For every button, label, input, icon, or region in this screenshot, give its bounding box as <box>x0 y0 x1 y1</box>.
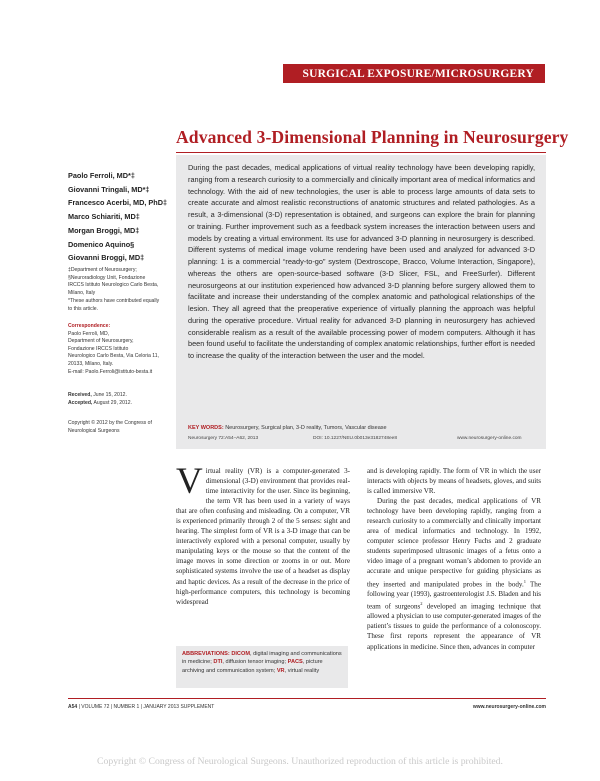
author: Morgan Broggi, MD‡ <box>68 225 140 235</box>
section-label: SURGICAL EXPOSURE/MICROSURGERY <box>302 67 534 80</box>
correspondence-line: Fondazione IRCCS Istituto <box>68 345 129 352</box>
accepted-label: Accepted, <box>68 399 93 406</box>
abbreviations-heading: ABBREVIATIONS: <box>182 651 230 657</box>
abbr-term: PACS <box>287 659 303 666</box>
abbr-def: picture archiving and communication system <box>182 659 323 674</box>
body-column-1 <box>176 461 350 607</box>
correspondence-line: Department of Neurosurgery, <box>68 338 134 345</box>
author: Giovanni Broggi, MD‡ <box>68 253 145 263</box>
received-label: Received, <box>68 392 92 398</box>
footer-website: www.neurosurgery-online.com <box>472 704 546 710</box>
correspondence-heading: Correspondence: <box>68 323 111 329</box>
footer-issue-info: A54 | VOLUME 72 | NUMBER 1 | JANUARY 2013 SUPPLEMENT <box>68 704 215 710</box>
author: Giovanni Tringali, MD*‡ <box>68 184 150 194</box>
abbreviations-box: ABBREVIATIONS: DICOM, digital imaging and communications in medicine; DTI, diffusion tensor imaging; PACS, picture archiving and communication system; VR, virtual reality <box>176 646 348 688</box>
abbr-def: virtual reality <box>287 667 320 674</box>
author: Domenico Aquino§ <box>68 239 135 249</box>
affiliation-text: ‡Department of Neurosurgery; §Neuroradiology Unit, Fondazione IRCCS Istituto Neurologico Carlo Besta, Milano, Italy <box>68 267 159 296</box>
received-date: June 15, 2012. <box>93 392 127 398</box>
correspondence-email: E-mail: Paolo.Ferroli@istituto-besta.it <box>68 368 153 375</box>
volume: VOLUME 72 <box>81 704 110 710</box>
drop-cap: V <box>176 461 203 502</box>
footer-divider <box>68 698 546 699</box>
copyright-watermark: Copyright © Congress of Neurological Surgeons. Unauthorized reproduction of this article is prohibited. <box>97 756 503 767</box>
body-column-2 <box>367 466 541 652</box>
author: Francesco Acerbi, MD, PhD‡ <box>68 198 168 208</box>
section-banner <box>283 64 545 83</box>
abstract-text: During the past decades, medical applications of virtual reality technology have been developing rapidly, ranging from a research curiosity to a commercially and clinically important area of medical informatics and technology. With the aid of new technologies, the user is able to process large amounts of data sets to create accurate and almost realistic reconstructions of anatomic structures and related pathologies. As a result, a 3-dimensional (3-D) representation is obtained, and surgeons can explore the brain for planning or training. Further improvement such as a feedback system increases the interaction between users and models by creating a virtual environment. Its use for advanced 3-D planning in neurosurgery is described. Different systems of medical image volume rendering have been used and analyzed for advanced 3-D planning: 1 is a commercial “ready-to-go” system (Dextroscope, Bracco, Volume Interaction, Singapore), whereas the others are open-source-based software (3-D Slicer, FSL, and FreeSurfer). Different neurosurgeons at our institution experienced how advanced 3-D planning before surgery allowed them to facilitate and increase their understanding of the complex anatomic and pathological relationships of the lesion. They all agreed that the preoperative experience of virtually planning the approach was helpful during the operative procedure. Virtual reality for advanced 3-D planning in neurosurgery has achieved considerable realism as a result of the available processing power of modern computers. Although it has been found useful to facilitate the understanding of complex anatomic relationships, further effort is needed to increase the quality of the interaction between the user and the model. <box>188 163 535 360</box>
title-divider <box>176 152 546 153</box>
affiliation <box>68 267 160 297</box>
issue-number: NUMBER 1 <box>113 704 140 710</box>
keywords-list: Neurosurgery, Surgical plan, 3-D reality, Tumors, Vascular disease <box>225 425 387 431</box>
accepted-date: August 29, 2012. <box>93 399 133 406</box>
body-paragraph: and is developing rapidly. The form of VR in which the user interacts with objects by means of headsets, gloves, and suits is called immersive VR. <box>367 467 541 496</box>
journal-citation: Neurosurgery 72:A54–A62, 2013 <box>188 436 259 441</box>
author: Marco Schiariti, MD‡ <box>68 212 140 222</box>
doi: DOI: 10.1227/NEU.0b013e3182748ee8 <box>313 436 398 441</box>
reference-marker: 2 <box>420 600 423 606</box>
correspondence <box>68 323 160 376</box>
abbr-def: diffusion tensor imaging <box>225 659 285 666</box>
correspondence-name: Paolo Ferroli, MD, <box>68 330 110 337</box>
article-dates <box>68 392 160 407</box>
article-title: Advanced 3-Dimensional Planning in Neurosurgery <box>176 127 569 147</box>
page-number: A54 <box>68 704 78 710</box>
abbr-term: VR <box>276 667 285 674</box>
abbr-def: digital imaging and communications in medicine <box>182 651 342 666</box>
keywords-label: KEY WORDS: <box>188 425 224 431</box>
journal-website: www.neurosurgery-online.com <box>457 436 522 441</box>
body-paragraph: Virtual reality (VR) is a computer-generated 3-dimensional (3-D) environment that provides real-time interactivity for the user. Since its beginning, the term VR has been used in a variety of ways that are often confusing and misleading. On a computer, VR is experienced primarily through 2 of the 5 senses: sight and hearing. The simplest form of VR is a 3-D image that can be interactively explored with a personal computer, usually by manipulating keys or the mouse so that the content of the image moves in some direction or zooms in or out. More sophisticated systems involve the use of a headset as display and haptic devices. As a result of the decrease in the price of high-performance computers, this technology is becoming widespread <box>176 461 350 606</box>
correspondence-line: Neurologico Carlo Besta, Via Celoria 11, <box>68 353 159 360</box>
issue-date: JANUARY 2013 SUPPLEMENT <box>143 704 215 710</box>
abbr-term: DICOM <box>231 651 250 657</box>
author-list <box>68 169 180 265</box>
author: Paolo Ferroli, MD*‡ <box>68 171 135 180</box>
keywords <box>188 425 543 431</box>
abbr-term: DTI <box>213 659 223 666</box>
copyright-note: Copyright © 2012 by the Congress of Neurological Surgeons <box>68 420 152 434</box>
body-paragraph: During the past decades, medical applications of VR technology have been developing rapidly, ranging from a research curiosity to a commercially and clinically important area of medical informatics and technology. In 1992, computer science professor Henry Fuchs and 2 graduate students superimposed ultrasonic images of a fetus onto a video image of a pregnant woman’s abdomen to provide an accurate and unique perspective for guiding physicians as they inserted and manipulated probes in the body.$^1$ The following year (1993), gastroenterologist J.S. Bladen and his team of surgeons$^2$ developed an imaging technique that allowed a physician to use computer-generated images of the patient’s tissues to guide the performance of a colonoscopy. These first reports represent the appearance of VR applications in medicine. Since then, advances in computer <box>367 497 541 651</box>
reference-marker: 1 <box>523 578 527 584</box>
correspondence-line: 20133, Milano, Italy. <box>68 360 114 367</box>
equal-contribution-note: *These authors have contributed equally to this article. <box>68 298 160 312</box>
